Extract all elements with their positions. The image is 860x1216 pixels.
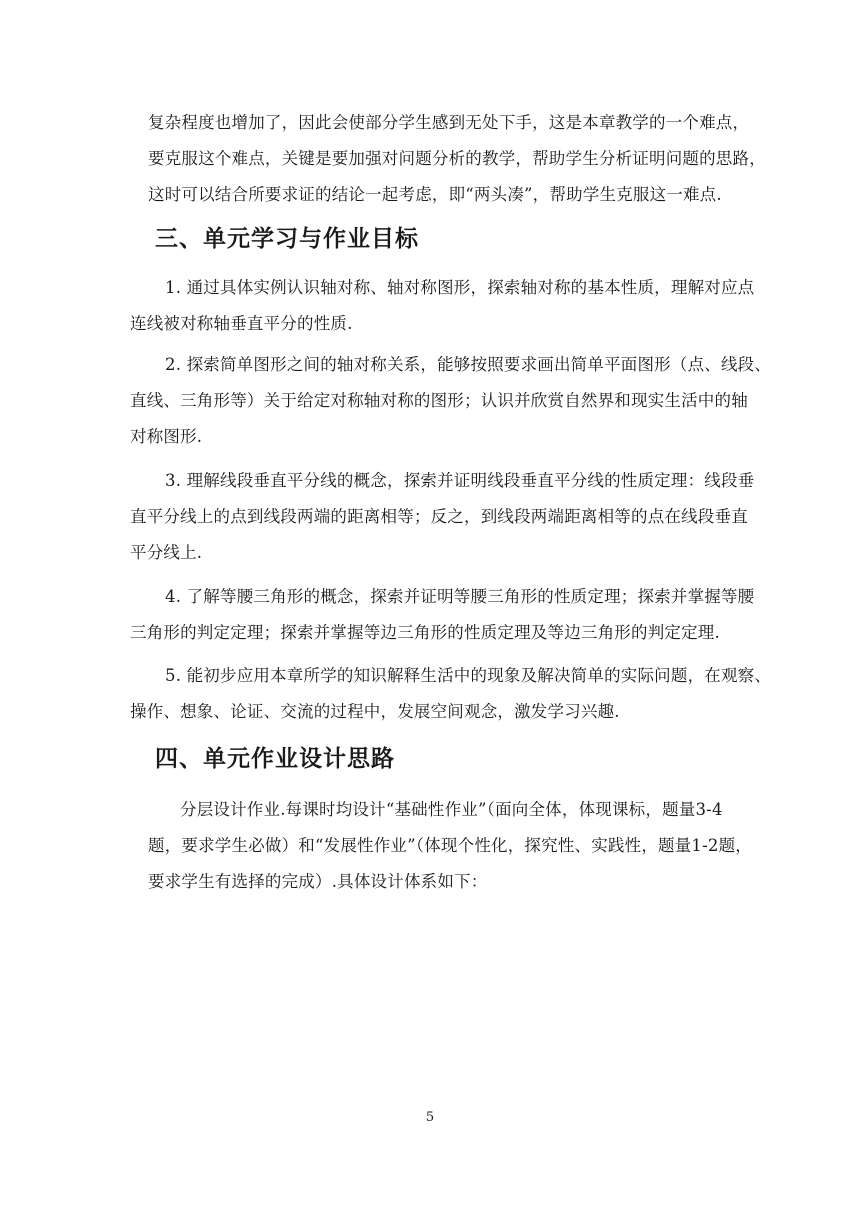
- goal-1-line-1: 1. 通过具体实例认识轴对称、轴对称图形，探索轴对称的基本性质，理解对应点: [165, 278, 755, 297]
- design-line-2: 题，要求学生必做）和“发展性作业”（体现个性化，探究性、实践性，题量1-2题，: [148, 836, 752, 855]
- page-number: 5: [425, 1110, 435, 1125]
- design-line-1: 分层设计作业.每课时均设计“基础性作业”（面向全体，体现课标，题量3-4: [180, 800, 723, 819]
- section3-heading: 三、单元学习与作业目标: [155, 226, 419, 252]
- design-line-3: 要求学生有选择的完成）.具体设计体系如下：: [148, 872, 488, 891]
- intro-line-3: 这时可以结合所要求证的结论一起考虑，即“两头凑”，帮助学生克服这一难点.: [148, 185, 722, 204]
- goal-5-line-1: 5. 能初步应用本章所学的知识解释生活中的现象及解决简单的实际问题，在观察、: [165, 666, 772, 685]
- goal-1-line-2: 连线被对称轴垂直平分的性质.: [130, 314, 353, 333]
- goal-2-line-2: 直线、三角形等）关于给定对称轴对称的图形；认识并欣赏自然界和现实生活中的轴: [130, 391, 748, 410]
- goal-4-line-2: 三角形的判定定理；探索并掌握等边三角形的性质定理及等边三角形的判定定理.: [130, 623, 720, 642]
- goal-2-line-1: 2. 探索简单图形之间的轴对称关系，能够按照要求画出简单平面图形（点、线段、: [165, 355, 772, 374]
- goal-4-line-1: 4. 了解等腰三角形的概念，探索并证明等腰三角形的性质定理；探索并掌握等腰: [165, 587, 755, 606]
- intro-line-1: 复杂程度也增加了，因此会使部分学生感到无处下手，这是本章教学的一个难点，: [148, 113, 750, 132]
- goal-2-line-3: 对称图形.: [130, 427, 203, 446]
- goal-3-line-2: 直平分线上的点到线段两端的距离相等；反之，到线段两端距离相等的点在线段垂直: [130, 507, 748, 526]
- intro-line-2: 要克服这个难点，关键是要加强对问题分析的教学，帮助学生分析证明问题的思路，: [148, 149, 766, 168]
- goal-3-line-1: 3. 理解线段垂直平分线的概念，探索并证明线段垂直平分线的性质定理：线段垂: [165, 471, 755, 490]
- section4-heading: 四、单元作业设计思路: [155, 746, 395, 772]
- goal-5-line-2: 操作、想象、论证、交流的过程中，发展空间观念，激发学习兴趣.: [130, 702, 620, 721]
- goal-3-line-3: 平分线上.: [130, 543, 203, 562]
